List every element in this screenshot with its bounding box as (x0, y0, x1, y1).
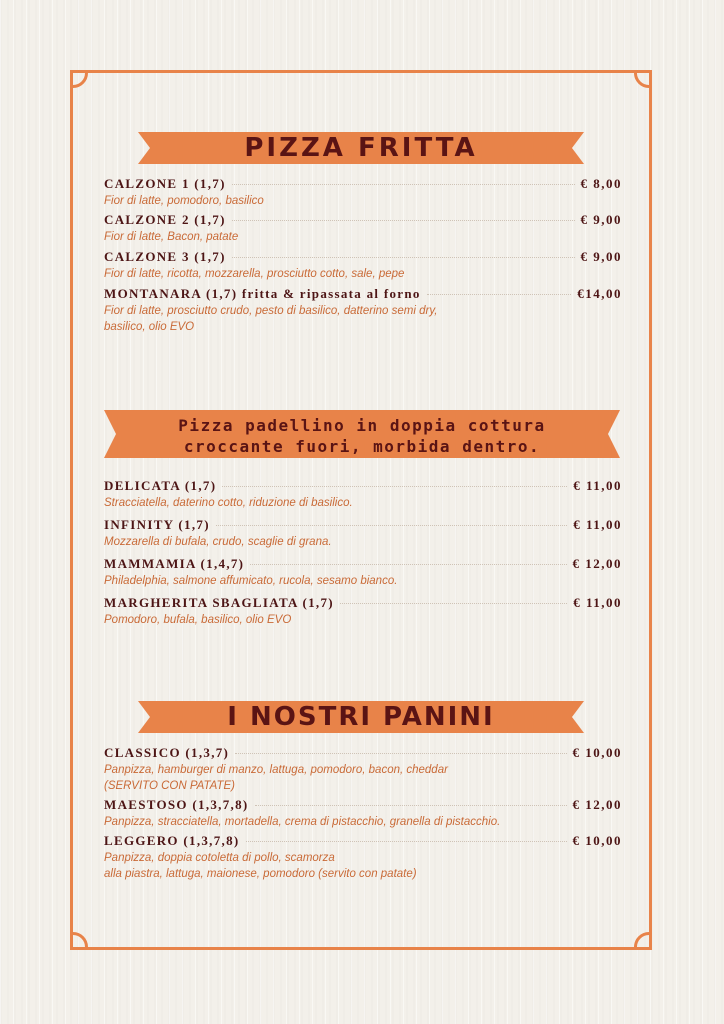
frame-corner-ornament (634, 932, 664, 962)
dot-leader (235, 753, 566, 754)
item-name: CALZONE 3 (1,7) (104, 249, 226, 264)
menu-item (104, 212, 622, 245)
menu-item (104, 249, 622, 282)
item-description: Panpizza, doppia cotoletta di pollo, scamorza (104, 852, 335, 864)
dot-leader (340, 603, 567, 604)
menu-item (104, 286, 622, 335)
item-name: MAMMAMIA (1,4,7) (104, 556, 245, 571)
item-price: € 10,00 (572, 745, 622, 760)
item-price: €14,00 (577, 286, 622, 301)
section-title (104, 415, 620, 457)
item-description: Stracciatella, daterino cotto, riduzione di basilico. (104, 497, 353, 509)
menu-item (104, 478, 622, 511)
item-price: € 12,00 (572, 556, 622, 571)
item-description: basilico, olio EVO (104, 321, 195, 333)
item-name: CALZONE 1 (1,7) (104, 176, 226, 191)
dot-leader (250, 564, 566, 565)
section-banner-pizza-fritta (138, 128, 584, 168)
section-title: PIZZA FRITTA (244, 133, 478, 163)
item-description: Philadelphia, salmone affumicato, rucola, sesamo bianco. (104, 575, 398, 587)
item-name: DELICATA (1,7) (104, 478, 217, 493)
item-name: CALZONE 2 (1,7) (104, 212, 226, 227)
item-description: Mozzarella di bufala, crudo, scaglie di grana. (104, 536, 332, 548)
menu-item (104, 797, 622, 830)
item-name: LEGGERO (1,3,7,8) (104, 833, 240, 848)
section-title-line: Pizza padellino in doppia cottura (178, 416, 546, 435)
dot-leader (222, 486, 567, 487)
menu-item (104, 556, 622, 589)
menu-item (104, 176, 622, 209)
section-title-line: croccante fuori, morbida dentro. (183, 437, 541, 456)
item-description: Fior di latte, prosciutto crudo, pesto di basilico, datterino semi dry, (104, 305, 438, 317)
item-name: MONTANARA (1,7) fritta & ripassata al forno (104, 286, 421, 301)
item-description: Fior di latte, ricotta, mozzarella, prosciutto cotto, sale, pepe (104, 268, 405, 280)
frame-corner-ornament (58, 932, 88, 962)
item-price: € 11,00 (573, 478, 622, 493)
item-description: Panpizza, hamburger di manzo, lattuga, pomodoro, bacon, cheddar (104, 764, 448, 776)
menu-item (104, 595, 622, 628)
item-price: € 8,00 (580, 176, 622, 191)
dot-leader (232, 257, 575, 258)
item-name: MARGHERITA SBAGLIATA (1,7) (104, 595, 334, 610)
menu-item (104, 745, 622, 794)
menu-item (104, 517, 622, 550)
section-banner-padellino (104, 406, 620, 462)
item-name: INFINITY (1,7) (104, 517, 210, 532)
item-description: (SERVITO CON PATATE) (104, 780, 235, 792)
item-price: € 9,00 (580, 212, 622, 227)
item-price: € 9,00 (580, 249, 622, 264)
menu-item (104, 833, 622, 882)
item-price: € 11,00 (573, 595, 622, 610)
item-price: € 12,00 (572, 797, 622, 812)
item-description: Fior di latte, Bacon, patate (104, 231, 239, 243)
dot-leader (232, 220, 575, 221)
item-name: MAESTOSO (1,3,7,8) (104, 797, 249, 812)
item-description: Fior di latte, pomodoro, basilico (104, 195, 264, 207)
frame-corner-ornament (634, 58, 664, 88)
dot-leader (232, 184, 575, 185)
item-description: Panpizza, stracciatella, mortadella, crema di pistacchio, granella di pistacchio. (104, 816, 501, 828)
dot-leader (427, 294, 572, 295)
dot-leader (216, 525, 567, 526)
item-description: Pomodoro, bufala, basilico, olio EVO (104, 614, 292, 626)
dot-leader (255, 805, 567, 806)
item-name: CLASSICO (1,3,7) (104, 745, 230, 760)
section-banner-panini (138, 697, 584, 737)
item-price: € 11,00 (573, 517, 622, 532)
item-price: € 10,00 (572, 833, 622, 848)
frame-corner-ornament (58, 58, 88, 88)
item-description: alla piastra, lattuga, maionese, pomodoro (servito con patate) (104, 868, 417, 880)
section-title: I NOSTRI PANINI (227, 702, 495, 732)
dot-leader (246, 841, 567, 842)
